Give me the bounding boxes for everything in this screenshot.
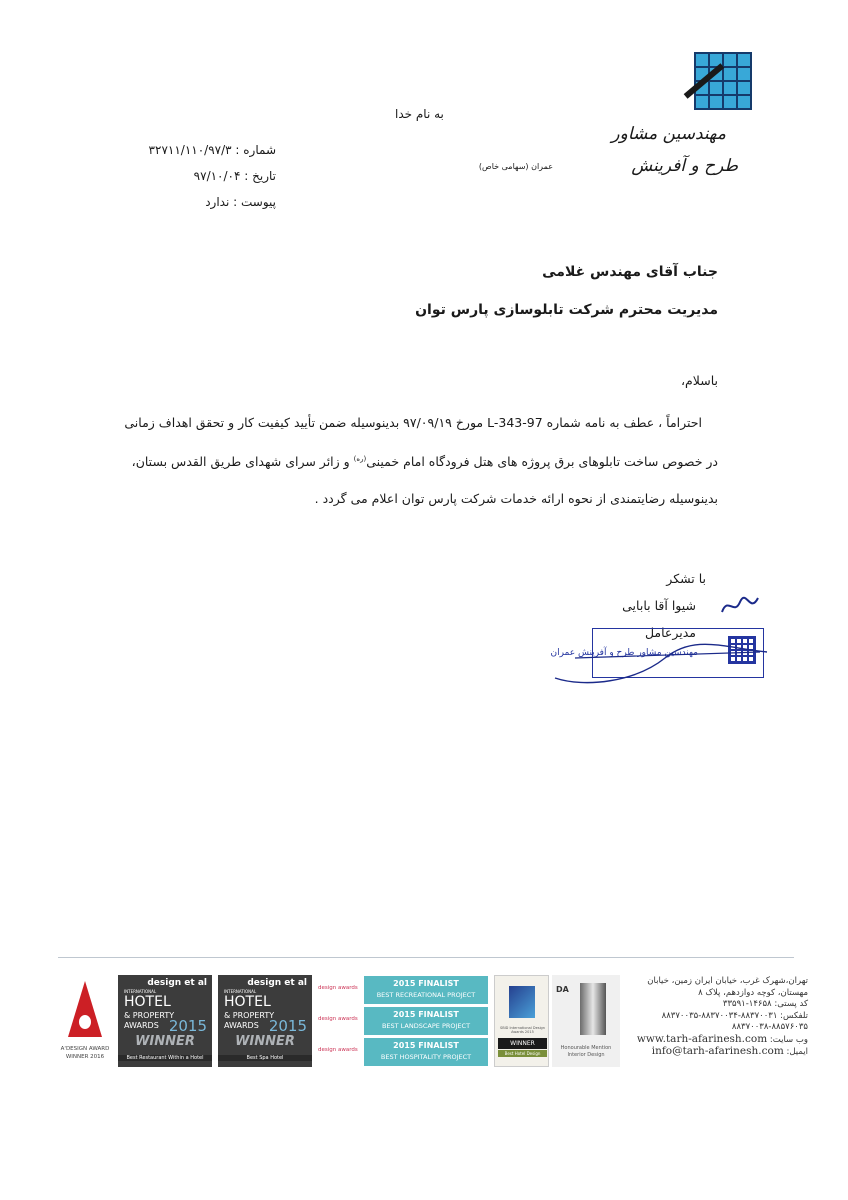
badge-winner: WINNER bbox=[235, 1034, 295, 1049]
basmala: به نام خدا bbox=[395, 107, 444, 121]
da-award-image bbox=[580, 983, 606, 1035]
a-design-caption: A'DESIGN AWARD WINNER 2016 bbox=[60, 1046, 110, 1060]
badge-year: 2015 bbox=[268, 1017, 307, 1035]
badge-awards: AWARDS bbox=[224, 1021, 259, 1030]
da-logo-icon: DA bbox=[556, 985, 569, 994]
contact-postal: کد پستی: ۱۴۶۵۸-۳۳۵۹۱ bbox=[722, 999, 808, 1009]
number-label: شماره : bbox=[235, 143, 276, 157]
contact-email bbox=[618, 1046, 808, 1059]
recipient-name: جناب آقای مهندس غلامی bbox=[542, 264, 718, 280]
da-caption: Honourable Mention Interior Design bbox=[560, 1045, 612, 1058]
attachment-label: پیوست : bbox=[233, 195, 276, 209]
body-paragraph bbox=[124, 404, 718, 517]
contact-info bbox=[618, 976, 808, 1059]
letter-meta bbox=[76, 137, 276, 215]
badge-intl: INTERNATIONAL bbox=[224, 989, 257, 994]
finalist-title: 2015 FINALIST bbox=[393, 1041, 459, 1050]
letter-number bbox=[76, 137, 276, 163]
badge-brand: design et al bbox=[147, 978, 207, 988]
badge-intl: INTERNATIONAL bbox=[124, 989, 157, 994]
finalist-badge bbox=[364, 976, 488, 1004]
closing-thanks: با تشکر bbox=[666, 571, 706, 586]
badge-year: 2015 bbox=[168, 1017, 207, 1035]
salutation: باسلام، bbox=[681, 373, 718, 388]
da-award-badge bbox=[552, 975, 620, 1067]
finalist-badge bbox=[364, 1007, 488, 1035]
finalist-category: BEST LANDSCAPE PROJECT bbox=[381, 1022, 471, 1030]
badge-awards: AWARDS bbox=[124, 1021, 159, 1030]
badge-winner: WINNER bbox=[135, 1034, 195, 1049]
idesign-caption: SBID International Design Awards 2015 bbox=[500, 1026, 545, 1034]
letter-date bbox=[76, 163, 276, 189]
idesign-logo-icon bbox=[509, 986, 535, 1018]
finalist-side-label: design awards bbox=[318, 985, 358, 991]
signature-stroke bbox=[545, 618, 775, 698]
email-label: ایمیل: bbox=[786, 1047, 808, 1057]
finalist-title: 2015 FINALIST bbox=[393, 1010, 459, 1019]
email-link[interactable]: info@tarh-afarinesh.com bbox=[651, 1045, 784, 1057]
badge-property: & PROPERTY bbox=[124, 1011, 175, 1020]
idesign-category: Best Hotel Design bbox=[498, 1050, 547, 1057]
letter-body bbox=[124, 404, 718, 517]
contact-tel: تلفکس: ۸۸۳۷۰۰۳۱-۸۸۳۷۰۰۳۴-۸۸۳۷۰۰۳۵ bbox=[661, 1010, 808, 1021]
a-design-award-badge bbox=[56, 975, 114, 1067]
badge-category: Best Restaurant Within a Hotel bbox=[118, 1055, 212, 1061]
hotel-award-badge bbox=[218, 975, 312, 1067]
website-link[interactable]: www.tarh-afarinesh.com bbox=[636, 1032, 768, 1045]
badge-hotel: HOTEL bbox=[124, 994, 171, 1010]
number-value: ۳۲۷۱۱/۱۱۰/۹۷/۳ bbox=[148, 143, 232, 157]
finalist-side-label: design awards bbox=[318, 1016, 358, 1022]
footer-divider bbox=[58, 957, 794, 958]
badge-property: & PROPERTY bbox=[224, 1011, 275, 1020]
company-name-line2: طرح و آفرینش bbox=[631, 156, 738, 176]
hotel-award-badge bbox=[118, 975, 212, 1067]
body-text-part1: احتراماً ، عطف به نامه شماره 97-L-343 مورخ ۹۷/۰۹/۱۹ بدینوسیله ضمن تأیید کیفیت کار و تحقق اهداف زمانی در خصوص ساخت تابلوهای برق پروژه های هتل فرودگاه امام خمینی bbox=[124, 415, 718, 470]
finalist-category: BEST HOSPITALITY PROJECT bbox=[380, 1053, 472, 1061]
body-superscript: (ره) bbox=[353, 455, 367, 463]
website-label: وب سایت: bbox=[769, 1034, 808, 1045]
finalist-title: 2015 FINALIST bbox=[393, 979, 459, 988]
contact-address: تهران،شهرک غرب، خیابان ایران زمین، خیابان مهستان، کوچه دوازدهم، پلاک ۸ bbox=[647, 976, 808, 998]
stamp-text: مهندسین مشاور طرح و آفرینش عمران bbox=[550, 648, 698, 658]
company-subtitle: عمران (سهامی خاص) bbox=[478, 162, 553, 171]
badge-category: Best Spa Hotel bbox=[218, 1055, 312, 1061]
body-text-part2: و زائر سرای شهدای طریق القدس بستان، بدینوسیله رضایتمندی از نحوه ارائه خدمات شرکت پارس توان اعلام می گردد . bbox=[131, 454, 718, 507]
attachment-value: ندارد bbox=[205, 195, 230, 209]
date-label: تاریخ : bbox=[244, 169, 276, 183]
company-name-line1: مهندسین مشاور bbox=[611, 124, 726, 144]
signer-name: شیوا آقا بابایی bbox=[622, 598, 696, 613]
idesign-award-badge bbox=[494, 975, 549, 1067]
finalist-side-label: design awards bbox=[318, 1047, 358, 1053]
badge-brand: design et al bbox=[247, 978, 307, 988]
signer-title: مدیرعامل bbox=[644, 625, 696, 640]
contact-tel2: ۸۸۳۷۰۰۳۸-۸۸۵۷۶۰۳۵ bbox=[731, 1022, 808, 1032]
badge-hotel: HOTEL bbox=[224, 994, 271, 1010]
idesign-winner: WINNER bbox=[498, 1038, 547, 1049]
letter-attachment bbox=[76, 189, 276, 215]
finalist-badge bbox=[364, 1038, 488, 1066]
recipient-title: مدیریت محترم شرکت تابلوسازی پارس توان bbox=[415, 302, 718, 318]
date-value: ۹۷/۱۰/۰۴ bbox=[193, 169, 241, 183]
finalist-category: BEST RECREATIONAL PROJECT bbox=[376, 991, 476, 999]
